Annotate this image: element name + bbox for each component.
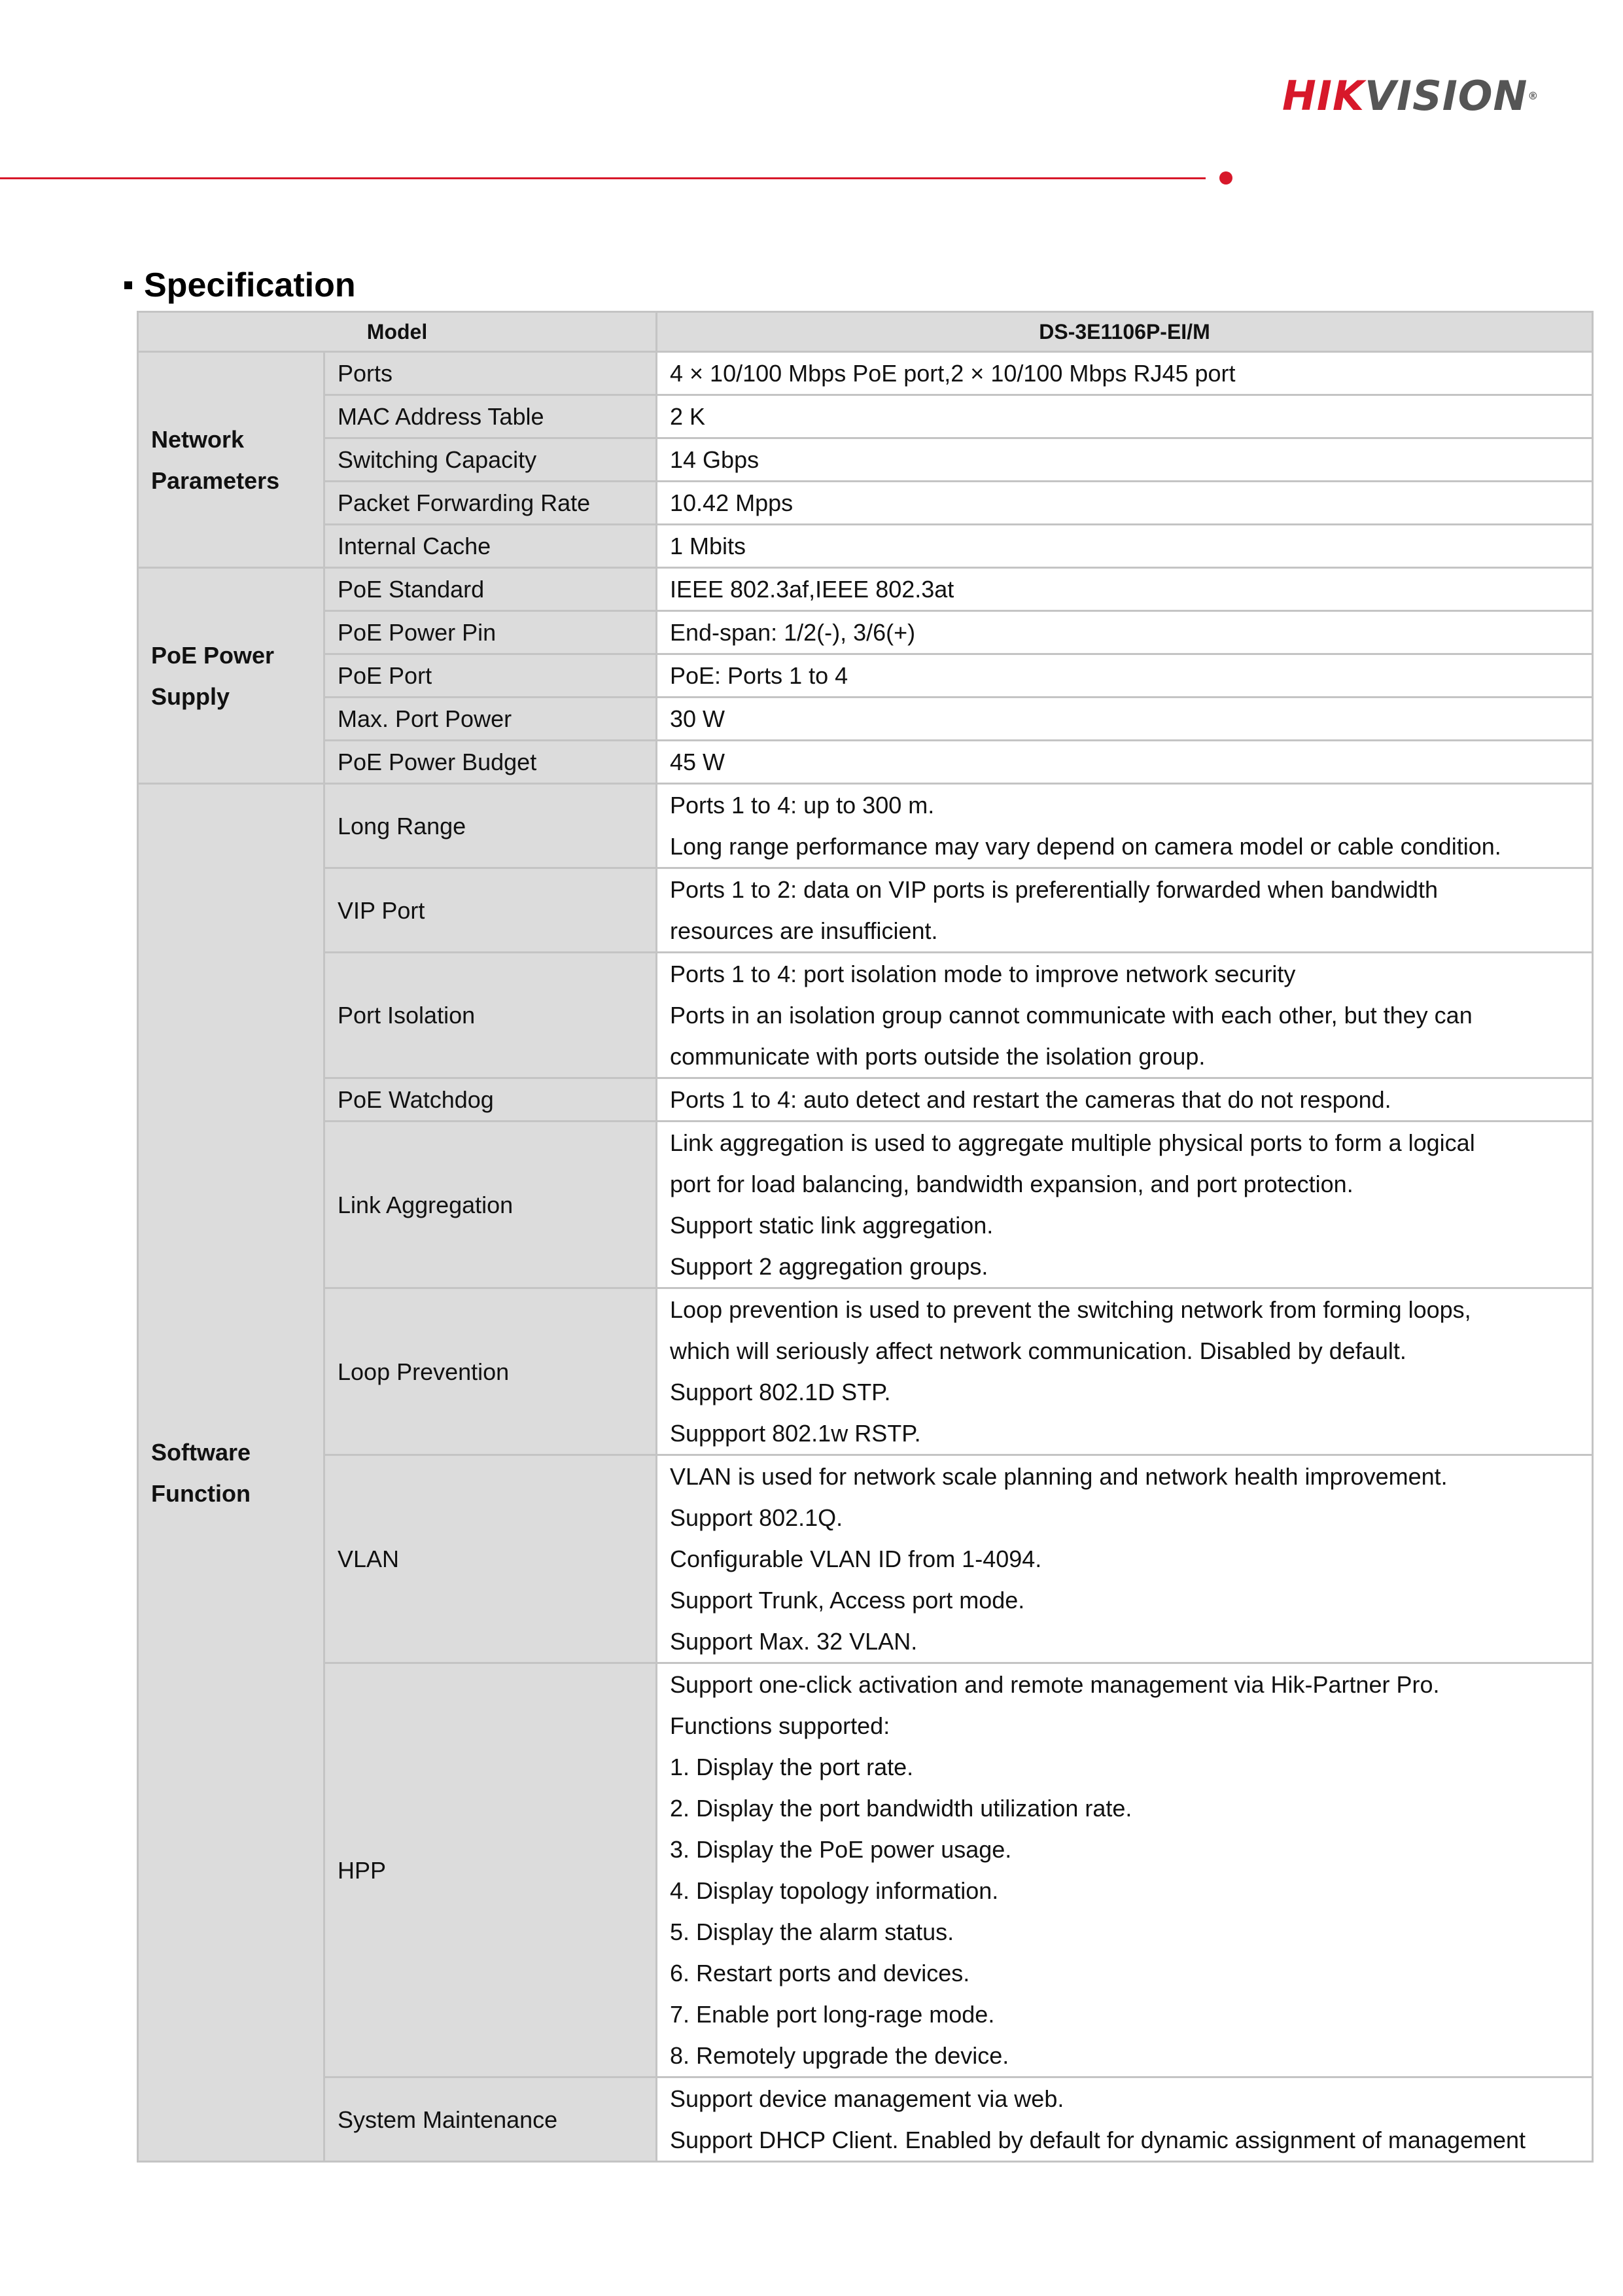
spec-label: Max. Port Power <box>324 698 657 741</box>
model-value: DS-3E1106P-EI/M <box>657 312 1593 352</box>
logo-suffix: VISION <box>1365 72 1528 120</box>
spec-value-line: 30 W <box>670 705 725 732</box>
table-header-row <box>138 312 1593 352</box>
group-label-poe: PoE Power Supply <box>138 568 324 784</box>
spec-label: Port Isolation <box>324 953 657 1078</box>
spec-label: MAC Address Table <box>324 395 657 438</box>
spec-value <box>657 525 1593 568</box>
section-title <box>124 266 356 305</box>
spec-value-line: 8. Remotely upgrade the device. <box>670 2042 1009 2069</box>
spec-value <box>657 1663 1593 2077</box>
spec-value <box>657 1455 1593 1663</box>
spec-value-line: resources are insufficient. <box>670 917 938 944</box>
logo-prefix: HIK <box>1282 72 1365 120</box>
spec-value-line: Support 802.1Q. <box>670 1504 843 1531</box>
spec-value-line: 2. Display the port bandwidth utilization rate. <box>670 1795 1132 1822</box>
group-label-software: Software Function <box>138 784 324 2162</box>
spec-value <box>657 868 1593 953</box>
table-row <box>138 741 1593 784</box>
spec-value <box>657 698 1593 741</box>
spec-value <box>657 568 1593 611</box>
spec-value-line: Support 2 aggregation groups. <box>670 1253 988 1280</box>
section-bullet-icon <box>124 281 132 289</box>
spec-label: Packet Forwarding Rate <box>324 482 657 525</box>
table-row <box>138 395 1593 438</box>
table-row <box>138 1078 1593 1122</box>
table-row <box>138 784 1593 868</box>
spec-value <box>657 611 1593 654</box>
spec-value-line: 14 Gbps <box>670 446 759 473</box>
table-row <box>138 2077 1593 2162</box>
spec-value <box>657 438 1593 482</box>
spec-value-line: 3. Display the PoE power usage. <box>670 1836 1012 1863</box>
spec-value-line: which will seriously affect network communication. Disabled by default. <box>670 1337 1406 1364</box>
spec-value-line: 1. Display the port rate. <box>670 1754 914 1780</box>
spec-label: Switching Capacity <box>324 438 657 482</box>
spec-value <box>657 953 1593 1078</box>
spec-label: PoE Standard <box>324 568 657 611</box>
spec-value-line: Support static link aggregation. <box>670 1212 994 1239</box>
spec-value-line: Long range performance may vary depend on camera model or cable condition. <box>670 833 1501 860</box>
spec-value-line: 2 K <box>670 403 706 430</box>
table-row <box>138 953 1593 1078</box>
spec-label: VIP Port <box>324 868 657 953</box>
spec-value-line: 45 W <box>670 749 725 775</box>
spec-value-line: 5. Display the alarm status. <box>670 1918 954 1945</box>
spec-value-line: port for load balancing, bandwidth expansion, and port protection. <box>670 1171 1353 1197</box>
spec-label: HPP <box>324 1663 657 2077</box>
spec-value <box>657 1288 1593 1455</box>
spec-value <box>657 654 1593 698</box>
spec-value-line: Support device management via web. <box>670 2085 1064 2112</box>
spec-value-line: Functions supported: <box>670 1712 890 1739</box>
table-row <box>138 1455 1593 1663</box>
spec-value-line: Link aggregation is used to aggregate multiple physical ports to form a logical <box>670 1129 1475 1156</box>
hikvision-logo <box>1282 73 1539 119</box>
table-row <box>138 1663 1593 2077</box>
spec-value-line: Configurable VLAN ID from 1-4094. <box>670 1545 1042 1572</box>
spec-value-line: Loop prevention is used to prevent the switching network from forming loops, <box>670 1296 1471 1323</box>
spec-value-line: Suppport 802.1w RSTP. <box>670 1420 921 1447</box>
spec-value-line: PoE: Ports 1 to 4 <box>670 662 848 689</box>
header-rule <box>0 177 1206 179</box>
table-row <box>138 482 1593 525</box>
spec-label: Loop Prevention <box>324 1288 657 1455</box>
table-row <box>138 1122 1593 1288</box>
table-row <box>138 1288 1593 1455</box>
table-row <box>138 352 1593 395</box>
spec-label: Internal Cache <box>324 525 657 568</box>
spec-value-line: Ports in an isolation group cannot communicate with each other, but they can <box>670 1002 1473 1029</box>
registered-mark: ® <box>1527 90 1539 102</box>
spec-label: PoE Port <box>324 654 657 698</box>
header-rule-dot <box>1219 171 1232 185</box>
spec-value-line: Ports 1 to 4: port isolation mode to improve network security <box>670 961 1296 987</box>
spec-value-line: Ports 1 to 2: data on VIP ports is preferentially forwarded when bandwidth <box>670 876 1439 903</box>
spec-value-line: 1 Mbits <box>670 533 746 559</box>
table-row <box>138 698 1593 741</box>
spec-value-line: Support Max. 32 VLAN. <box>670 1628 918 1655</box>
spec-value-line: communicate with ports outside the isolation group. <box>670 1043 1206 1070</box>
spec-value <box>657 1122 1593 1288</box>
table-row <box>138 868 1593 953</box>
spec-value-line: Support one-click activation and remote management via Hik-Partner Pro. <box>670 1671 1440 1698</box>
spec-value-line: 10.42 Mpps <box>670 489 794 516</box>
table-row <box>138 654 1593 698</box>
table-row <box>138 438 1593 482</box>
spec-value <box>657 1078 1593 1122</box>
spec-value-line: Support DHCP Client. Enabled by default for dynamic assignment of management <box>670 2127 1526 2153</box>
spec-value-line: 7. Enable port long-rage mode. <box>670 2001 995 2028</box>
spec-value-line: Ports 1 to 4: auto detect and restart the cameras that do not respond. <box>670 1086 1391 1113</box>
spec-value <box>657 395 1593 438</box>
spec-value-line: Ports 1 to 4: up to 300 m. <box>670 792 935 819</box>
spec-value-line: Support Trunk, Access port mode. <box>670 1587 1025 1614</box>
spec-value <box>657 482 1593 525</box>
spec-label: Ports <box>324 352 657 395</box>
spec-label: PoE Power Pin <box>324 611 657 654</box>
table-row <box>138 568 1593 611</box>
spec-value <box>657 352 1593 395</box>
table-row <box>138 611 1593 654</box>
specification-table <box>137 311 1594 2163</box>
spec-value-line: End-span: 1/2(-), 3/6(+) <box>670 619 916 646</box>
spec-value-line: 4 × 10/100 Mbps PoE port,2 × 10/100 Mbps RJ45 port <box>670 360 1236 387</box>
group-label-network: Network Parameters <box>138 352 324 568</box>
spec-value <box>657 784 1593 868</box>
spec-value-line: VLAN is used for network scale planning and network health improvement. <box>670 1463 1448 1490</box>
table-row <box>138 525 1593 568</box>
spec-value-line: 4. Display topology information. <box>670 1877 999 1904</box>
spec-label: Long Range <box>324 784 657 868</box>
spec-value-line: 6. Restart ports and devices. <box>670 1960 970 1987</box>
spec-label: System Maintenance <box>324 2077 657 2162</box>
spec-value <box>657 2077 1593 2162</box>
spec-value-line: IEEE 802.3af,IEEE 802.3at <box>670 576 954 603</box>
section-title-text: Specification <box>144 266 356 304</box>
spec-label: VLAN <box>324 1455 657 1663</box>
spec-value-line: Support 802.1D STP. <box>670 1379 891 1405</box>
spec-label: PoE Power Budget <box>324 741 657 784</box>
spec-label: Link Aggregation <box>324 1122 657 1288</box>
spec-value <box>657 741 1593 784</box>
model-label: Model <box>138 312 657 352</box>
spec-label: PoE Watchdog <box>324 1078 657 1122</box>
